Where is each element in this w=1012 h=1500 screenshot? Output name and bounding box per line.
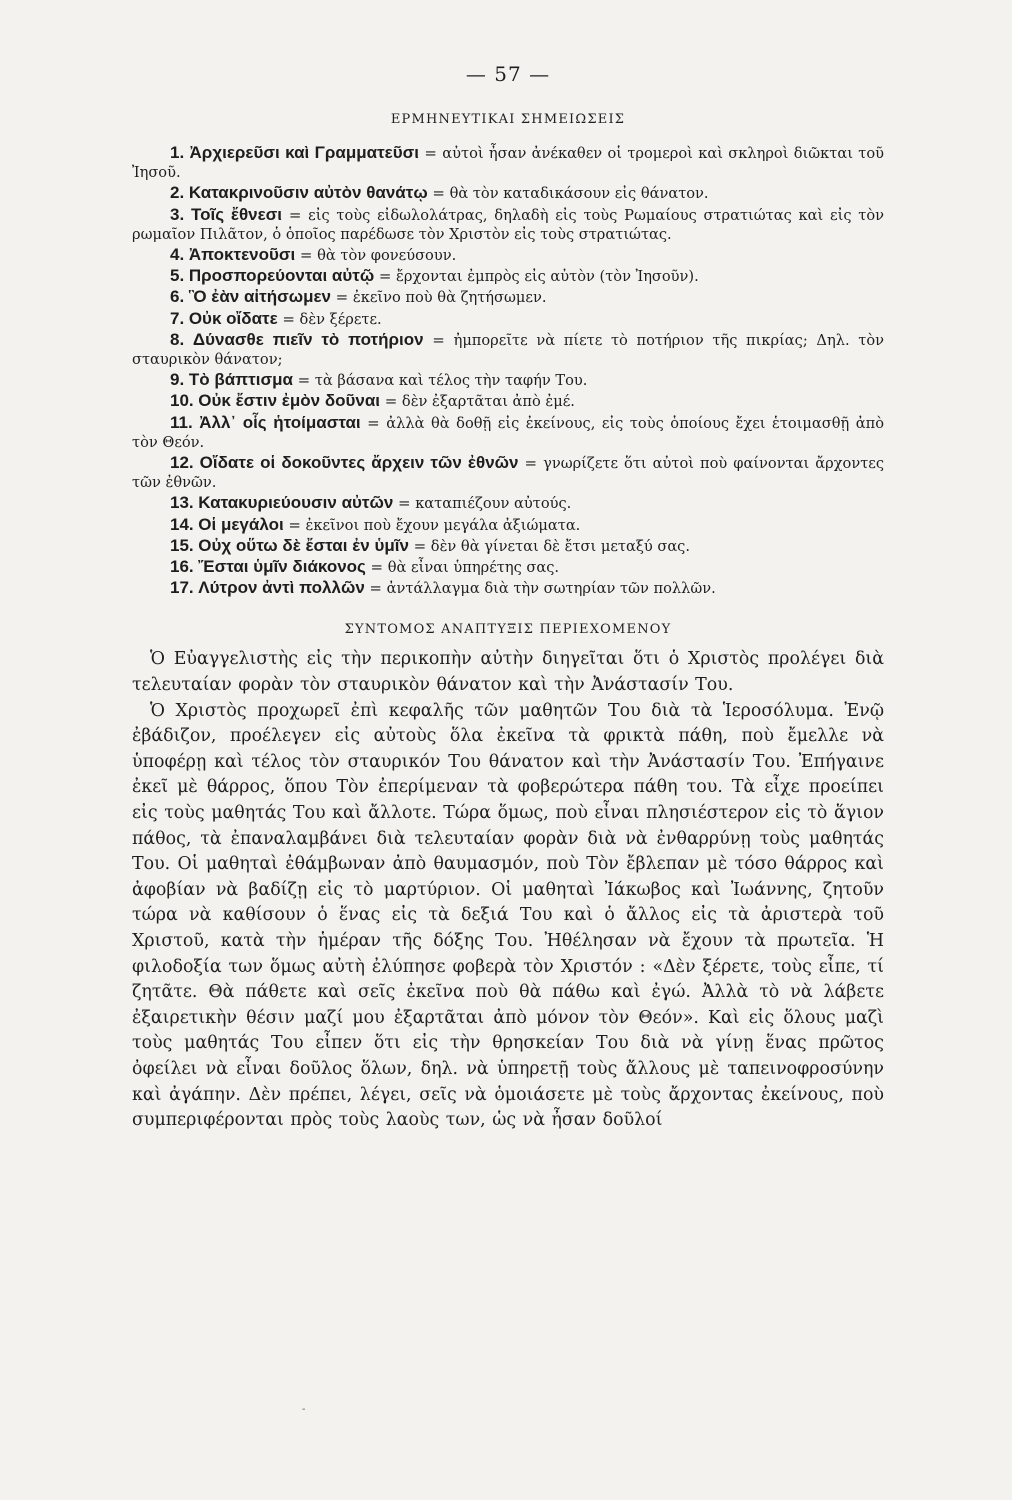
summary-heading: ΣΥΝΤΟΜΟΣ ΑΝΑΠΤΥΞΙΣ ΠΕΡΙΕΧΟΜΕΝΟΥ <box>344 622 672 638</box>
note-number: 3. <box>170 204 185 224</box>
note-item <box>132 536 884 556</box>
note-number: 9. <box>170 370 185 390</box>
note-number: 13. <box>170 493 194 513</box>
note-item <box>132 245 884 265</box>
note-equals: = <box>378 267 392 286</box>
note-equals: = <box>432 184 445 203</box>
note-term: Κατακρινοῦσιν αὐτὸν θανάτῳ <box>188 183 428 203</box>
note-item <box>132 391 884 411</box>
note-term: Οὐχ οὕτω δὲ ἔσται ἐν ὑμῖν <box>198 535 409 555</box>
note-explanation: θὰ τὸν φονεύσουν. <box>317 247 457 265</box>
note-explanation: αὐτοὶ ἦσαν ἀνέκαθεν οἱ τρομεροὶ καὶ σκληροὶ διῶκται τοῦ Ἰησοῦ. <box>132 145 885 182</box>
note-term: Ἀλλ᾽ οἷς ἡτοίμασται <box>199 412 361 432</box>
note-item <box>132 143 884 182</box>
notes-list <box>132 143 884 598</box>
note-number: 15. <box>170 535 194 555</box>
note-number: 6. <box>170 287 185 307</box>
note-explanation: ἀλλὰ θὰ δοθῇ εἰς ἐκείνους, εἰς τοὺς ὁποίους ἔχει ἑτοιμασθῇ ἀπὸ τὸν Θεόν. <box>132 414 885 451</box>
note-term: Ἀρχιερεῦσι καὶ Γραμματεῦσι <box>189 143 419 162</box>
note-explanation: ἔρχονται ἐμπρὸς εἰς αὐτὸν (τὸν Ἰησοῦν). <box>396 268 699 286</box>
note-item <box>132 266 884 286</box>
note-item <box>132 330 884 369</box>
note-item <box>132 557 884 577</box>
note-number: 11. <box>170 412 193 432</box>
note-explanation: ἀντάλλαγμα διὰ τὴν σωτηρίαν τῶν πολλῶν. <box>386 580 716 598</box>
note-item <box>132 453 884 492</box>
note-equals: = <box>369 579 382 598</box>
note-explanation: δὲν θὰ γίνεται δὲ ἔτσι μεταξύ σας. <box>430 537 690 555</box>
note-explanation: εἰς τοὺς εἰδωλολάτρας, δηλαδὴ εἰς τοὺς Ρωμαίους στρατιώτας καὶ εἰς τὸν ρωμαῖον Πιλᾶτον, ὁ ὁποῖος παρέδωσε τὸν Χριστὸν εἰς τοὺς στρατιώτας. <box>132 206 884 243</box>
note-equals: = <box>288 515 301 534</box>
notes-heading: ΕΡΜΗΝΕΥΤΙΚΑΙ ΣΗΜΕΙΩΣΕΙΣ <box>390 112 626 127</box>
note-item <box>132 287 884 307</box>
note-item <box>132 578 884 598</box>
note-number: 8. <box>170 329 185 349</box>
note-term: Ἀποκτενοῦσι <box>188 245 296 265</box>
note-equals: = <box>432 330 445 349</box>
note-number: 4. <box>170 245 185 265</box>
note-number: 1. <box>170 143 185 162</box>
note-term: Οὐκ ἔστιν ἐμὸν δοῦναι <box>198 391 381 411</box>
note-equals: = <box>367 413 380 432</box>
note-term: Ὃ ἐὰν αἰτήσωμεν <box>188 287 332 307</box>
note-term: Προσπορεύονται αὐτῷ <box>188 266 375 286</box>
note-number: 16. <box>170 557 194 577</box>
note-item <box>132 183 884 203</box>
note-number: 7. <box>170 308 185 328</box>
note-number: 17. <box>170 578 194 598</box>
note-term: Δύνασθε πιεῖν τὸ ποτήριον <box>192 329 424 349</box>
note-equals: = <box>413 536 427 555</box>
note-term: Οὐκ οἴδατε <box>188 308 278 328</box>
note-number: 2. <box>170 183 185 203</box>
note-explanation: καταπιέζουν αὐτούς. <box>415 495 572 513</box>
note-explanation: θὰ τὸν καταδικάσουν εἰς θάνατον. <box>449 185 709 203</box>
note-explanation: γνωρίζετε ὅτι αὐτοὶ ποὺ φαίνονται ἄρχοντες τῶν ἐθνῶν. <box>132 455 884 492</box>
note-item <box>132 309 884 329</box>
note-term: Οἱ μεγάλοι <box>198 514 284 534</box>
note-equals: = <box>384 392 398 411</box>
note-term: Τοῖς ἔθνεσι <box>190 204 283 224</box>
note-item <box>132 205 884 244</box>
note-explanation: τὰ βάσανα καὶ τέλος τὴν ταφήν Του. <box>314 372 588 390</box>
note-number: 14. <box>170 514 194 534</box>
note-explanation: ἐκεῖνοι ποὺ ἔχουν μεγάλα ἀξιώματα. <box>305 516 581 534</box>
note-number: 5. <box>170 266 185 286</box>
summary-paragraph: Ὁ Χριστὸς προχωρεῖ ἐπὶ κεφαλῆς τῶν μαθητῶν Του διὰ τὰ Ἱεροσόλυμα. Ἐνῷ ἐβάδιζον, προέλεγεν εἰς αὐτοὺς ὅλα ἐκεῖνα τὰ φρικτὰ πάθη, ποὺ ἔμελλε νὰ ὑποφέρῃ καὶ τέλος τὸν σταυρικόν Του θάνατον καὶ τὴν Ἀνάστασίν Του. Ἐπήγαινε ἐκεῖ μὲ θάρρος, ὅπου Τὸν ἐπερίμεναν τὰ φοβερώτερα πάθη του. Τὰ εἶχε προείπει εἰς τοὺς μαθητάς Του καὶ ἄλλοτε. Τώρα ὅμως, ποὺ εἶναι πλησιέστερον εἰς τὸ ἅγιον πάθος, τὰ ἐπαναλαμβάνει διὰ τελευταίαν φορὰν διὰ νὰ ἐνθαρρύνῃ τοὺς μαθητάς Του. Οἱ μαθηταὶ ἐθάμβωναν ἀπὸ θαυμασμόν, ποὺ Τὸν ἔβλεπαν μὲ τόσο θάρρος καὶ ἀφοβίαν νὰ βαδίζῃ εἰς τὸ μαρτύριον. Οἱ μαθηταὶ Ἰάκωβος καὶ Ἰωάννης, ζητοῦν τώρα νὰ καθίσουν ὁ ἕνας εἰς τὰ δεξιά Του καὶ ὁ ἄλλος εἰς τὰ ἀριστερὰ τοῦ Χριστοῦ, κατὰ τὴν ἡμέραν τῆς δόξης Του. Ἠθέλησαν νὰ ἔχουν τὰ πρωτεῖα. Ἡ φιλοδοξία των ὅμως αὐτὴ ἐλύπησε φοβερὰ τὸν Χριστόν : «Δὲν ξέρετε, τοὺς εἶπε, τί ζητᾶτε. Θὰ πάθετε καὶ σεῖς ἐκεῖνα ποὺ θὰ πάθω καὶ ἐγώ. Ἀλλὰ τὸ νὰ λάβετε ἐξαιρετικὴν θέσιν μαζί μου ἐξαρτᾶται ἀπὸ μόνον τὸν Θεόν». Καὶ εἰς ὅλους μαζὶ τοὺς μαθητάς Του εἶπεν ὅτι εἰς τὴν θρησκείαν Του διὰ νὰ γίνῃ ἕνας πρῶτος ὀφείλει νὰ εἶναι δοῦλος ὅλων, δηλ. νὰ ὑπηρετῇ τοὺς ἄλλους μὲ ταπεινοφροσύνην καὶ ἀγάπην. Δὲν πρέπει, λέγει, σεῖς νὰ ὁμοιάσετε μὲ τοὺς ἄρχοντας ἐκείνους, ποὺ συμπεριφέρονται πρὸς τοὺς λαοὺς των, ὡς νὰ ἦσαν δοῦλοί <box>132 700 884 1131</box>
note-item <box>132 493 884 513</box>
note-number: 10. <box>170 391 194 411</box>
note-equals: = <box>524 454 538 473</box>
note-item <box>132 515 884 535</box>
note-item <box>132 370 884 390</box>
footer-mark: - <box>302 1404 306 1415</box>
note-explanation: ἠμπορεῖτε νὰ πίετε τὸ ποτήριον τῆς πικρίας; Δηλ. τὸν σταυρικὸν θάνατον; <box>132 331 885 369</box>
note-term: Ἔσται ὑμῖν διάκονος <box>198 557 366 577</box>
note-explanation: ἐκεῖνο ποὺ θὰ ζητήσωμεν. <box>352 289 547 307</box>
note-equals: = <box>299 246 313 265</box>
note-equals: = <box>297 371 311 390</box>
note-term: Τὸ βάπτισμα <box>188 370 293 390</box>
note-item <box>132 413 884 452</box>
document-page <box>132 62 884 1134</box>
summary-text <box>132 647 884 1133</box>
note-explanation: θὰ εἶναι ὑπηρέτης σας. <box>387 559 560 577</box>
note-equals: = <box>282 309 295 328</box>
note-explanation: δὲν ἐξαρτᾶται ἀπὸ ἐμέ. <box>401 393 575 411</box>
note-equals: = <box>397 494 411 513</box>
note-term: Κατακυριεύουσιν αὐτῶν <box>198 493 394 513</box>
note-equals: = <box>424 144 437 162</box>
summary-paragraph: Ὁ Εὐαγγελιστὴς εἰς τὴν περικοπὴν αὐτὴν διηγεῖται ὅτι ὁ Χριστὸς προλέγει διὰ τελευταίαν φορὰν τὸν σταυρικὸν θάνατον καὶ τὴν Ἀνάστασίν Του. <box>132 649 884 696</box>
note-explanation: δὲν ξέρετε. <box>299 310 382 328</box>
note-term: Οἴδατε οἱ δοκοῦντες ἄρχειν τῶν ἐθνῶν <box>199 453 519 473</box>
note-equals: = <box>288 205 302 224</box>
page-number: — 57 — <box>465 62 551 86</box>
note-equals: = <box>370 558 384 577</box>
note-term: Λύτρον ἀντὶ πολλῶν <box>198 578 365 598</box>
note-number: 12. <box>170 453 194 473</box>
note-equals: = <box>335 288 349 307</box>
